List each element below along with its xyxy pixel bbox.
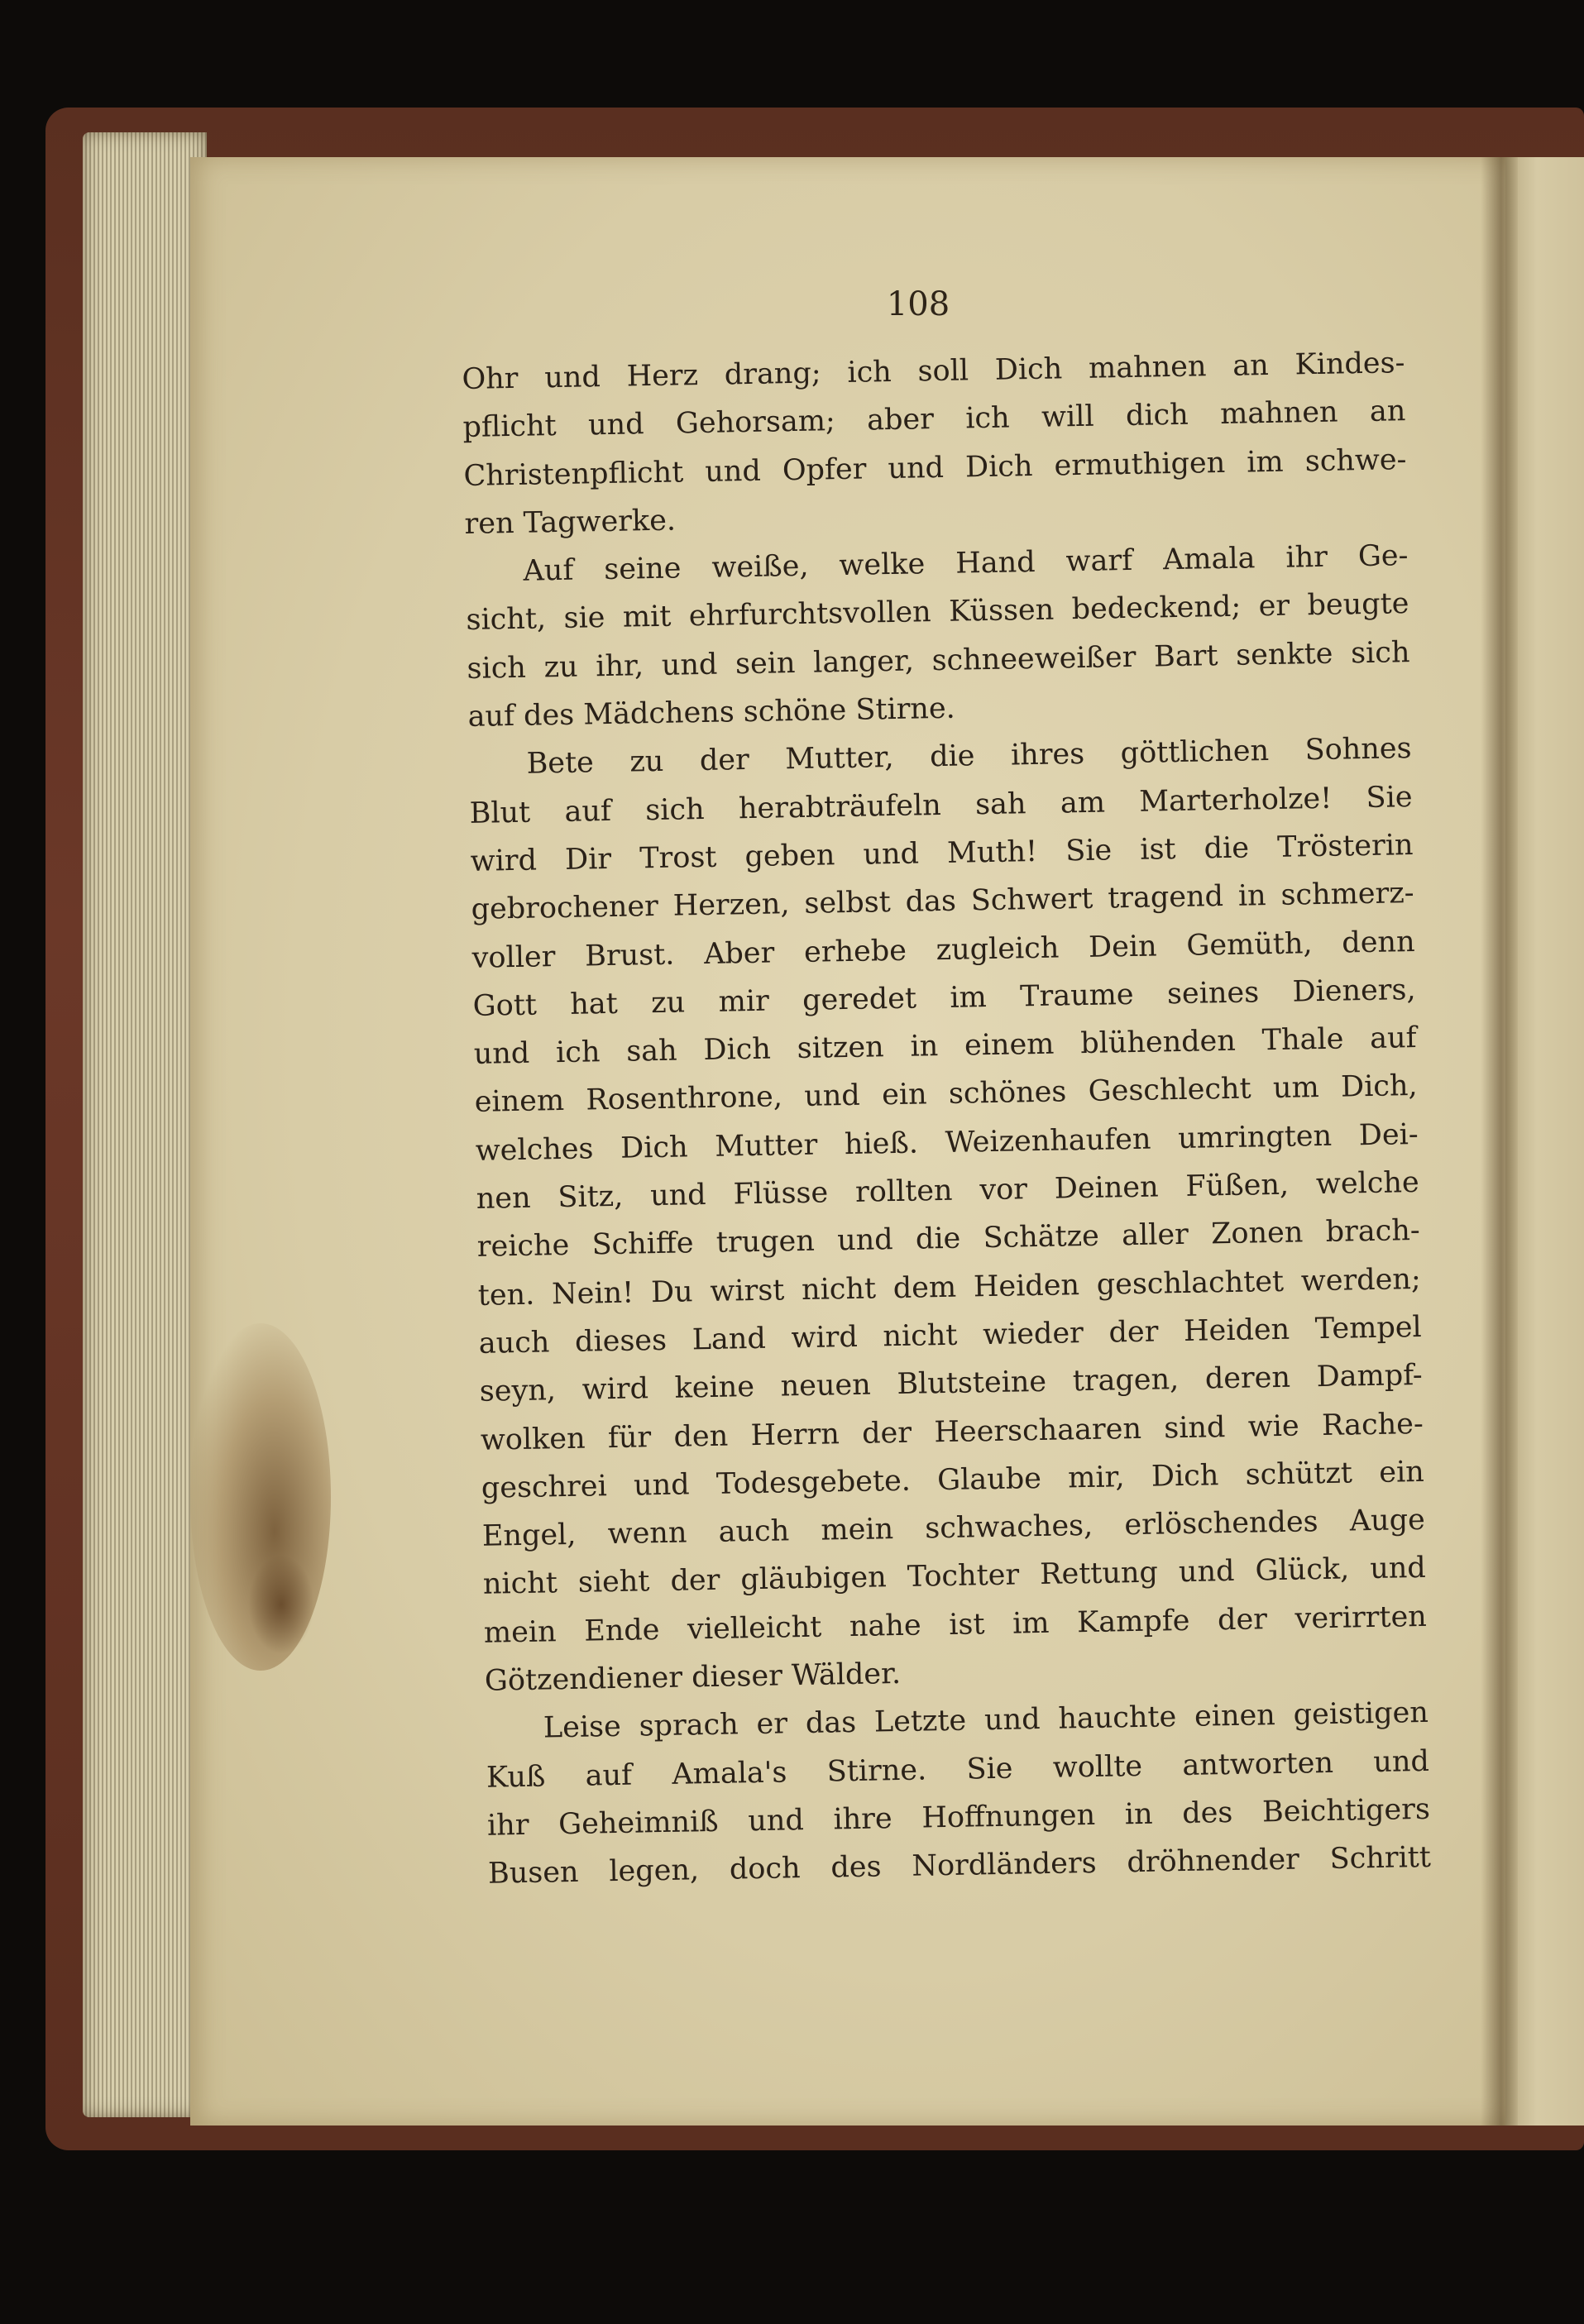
text-line: reiche Schiffe trugen und die Schätze aller Zonen brach- (476, 1214, 1420, 1265)
text-line: pflicht und Gehorsam; aber ich will dich mahnen an (462, 395, 1406, 445)
body-text (462, 339, 1431, 1898)
text-line: und ich sah Dich sitzen in einem blühenden Thale auf (473, 1021, 1417, 1072)
text-line: ihr Geheimniß und ihre Hoffnungen in des Beichtigers (486, 1792, 1431, 1843)
text-line: auf des Mädchens schöne Stirne. (467, 691, 956, 734)
text-line: wolken für den Herrn der Heerschaaren sind wie Rache- (480, 1407, 1424, 1457)
page-number: 108 (886, 285, 950, 323)
text-line: Engel, wenn auch mein schwaches, erlöschendes Auge (481, 1504, 1426, 1553)
text-line: voller Brust. Aber erhebe zugleich Dein Gemüth, denn (471, 925, 1415, 975)
text-line: Gott hat zu mir geredet im Traume seines Dieners, (472, 973, 1416, 1023)
text-line: Ohr und Herz drang; ich soll Dich mahnen an Kindes- (462, 347, 1405, 396)
text-line: Kuß auf Amala's Stirne. Sie wollte antworten und (486, 1744, 1430, 1795)
book-gutter (1481, 157, 1518, 2126)
text-line: auch dieses Land wird nicht wieder der Heiden Tempel (478, 1310, 1423, 1360)
water-stain-spot (248, 1555, 314, 1654)
text-line: Bete zu der Mutter, die ihres göttlichen Sohnes (526, 732, 1412, 782)
text-line: einem Rosenthrone, und ein schönes Geschlecht um Dich, (474, 1069, 1418, 1120)
text-line: nicht sieht der gläubigen Tochter Rettung und Glück, und (482, 1552, 1427, 1602)
text-line: seyn, wird keine neuen Blutsteine tragen, deren Dampf- (479, 1359, 1424, 1409)
text-line: mein Ende vielleicht nahe ist im Kampfe der verirrten (483, 1600, 1428, 1650)
text-line: sich zu ihr, und sein langer, schneeweißer Bart senkte sich (467, 635, 1410, 686)
text-line: Leise sprach er das Letzte und hauchte einen geistigen (543, 1696, 1429, 1745)
text-line: Götzendiener dieser Wälder. (484, 1657, 902, 1698)
text-line: wird Dir Trost geben und Muth! Sie ist die Trösterin (470, 828, 1414, 878)
text-line: sicht, sie mit ehrfurchtsvollen Küssen bedeckend; er beugte (466, 587, 1409, 638)
page-edges (83, 132, 207, 2117)
text-line: geschrei und Todesgebete. Glaube mir, Dich schützt ein (481, 1455, 1425, 1505)
text-line: nen Sitz, und Flüsse rollten vor Deinen Füßen, welche (476, 1165, 1419, 1216)
text-line: Auf seine weiße, welke Hand warf Amala ihr Ge- (523, 539, 1409, 588)
text-line: Christenpflicht und Opfer und Dich ermuthigen im schwe- (463, 442, 1407, 493)
text-line: ren Tagwerke. (464, 504, 677, 541)
text-line: ten. Nein! Du wirst nicht dem Heiden geschlachtet werden; (477, 1262, 1422, 1313)
text-line: Busen legen, doch des Nordländers dröhnender Schritt (487, 1841, 1432, 1891)
text-line: gebrochener Herzen, selbst das Schwert tragend in schmerz- (471, 877, 1414, 927)
text-line: welches Dich Mutter hieß. Weizenhaufen umringten Dei- (475, 1117, 1419, 1168)
text-line: Blut auf sich herabträufeln sah am Marterholze! Sie (469, 780, 1413, 830)
